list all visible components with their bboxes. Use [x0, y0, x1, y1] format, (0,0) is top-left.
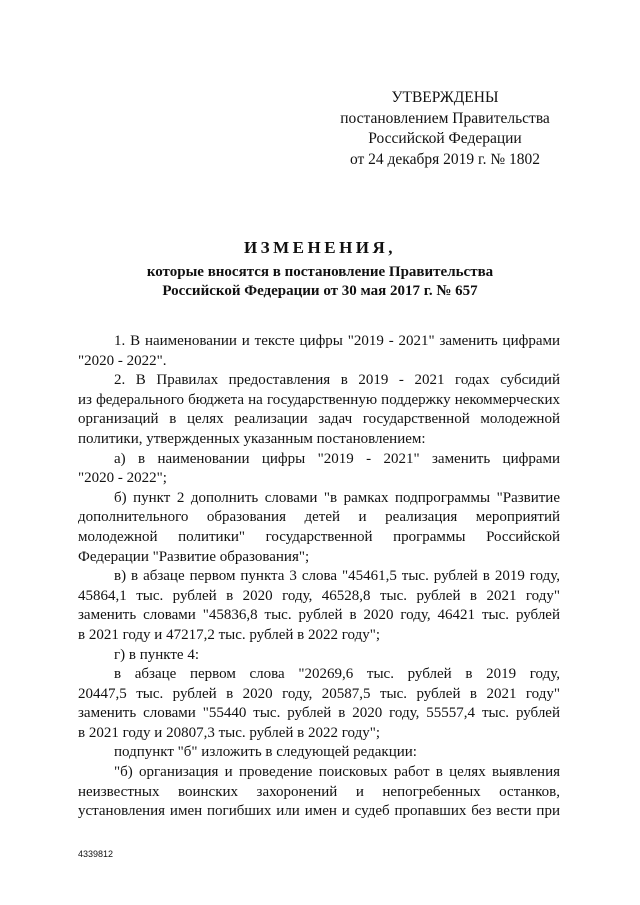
subtitle-line-2: Российской Федерации от 30 мая 2017 г. № 657 [162, 283, 478, 299]
body-line: в 2021 году и 47217,2 тыс. рублей в 2022 году"; [78, 626, 381, 643]
approval-date-number: от 24 декабря 2019 г. № 1802 [349, 150, 541, 168]
body-line: Федерации "Развитие образования"; [78, 548, 310, 565]
document-title: ИЗМЕНЕНИЯ, [243, 238, 397, 257]
approval-stamp [330, 88, 560, 170]
body-line: установления имен погибших или имен и судеб пропавших без вести при [78, 803, 560, 820]
document-body [78, 332, 560, 822]
body-line: "б) организация и проведение поисковых работ в целях выявления [114, 764, 560, 781]
body-line: "2020 - 2022". [78, 352, 167, 369]
body-line: б) пункт 2 дополнить словами "в рамках подпрограммы "Развитие [114, 489, 560, 506]
body-line: молодежной политики" государственной программы Российской [78, 528, 560, 545]
approval-government-line: Российской Федерации [368, 130, 522, 147]
document-subtitle [0, 263, 640, 301]
body-line: организаций в целях реализации задач государственной молодежной [78, 411, 560, 428]
body-line: в 2021 году и 20807,3 тыс. рублей в 2022 году"; [78, 724, 381, 741]
body-line: г) в пункте 4: [114, 646, 200, 663]
document-code: 4339812 [78, 849, 114, 859]
body-line: из федерального бюджета на государственную поддержку некоммерческих [78, 391, 560, 408]
approval-decree-line: постановлением Правительства [340, 109, 550, 127]
body-line: в абзаце первом слова "20269,6 тыс. рублей в 2019 году, [114, 666, 560, 683]
body-line: политики, утвержденных указанным постановлением: [78, 430, 426, 447]
approval-title: УТВЕРЖДЕНЫ [391, 89, 499, 106]
body-line: заменить словами "55440 тыс. рублей в 2020 году, 55557,4 тыс. рублей [78, 705, 560, 722]
body-line: 20447,5 тыс. рублей в 2020 году, 20587,5 тыс. рублей в 2021 году" [78, 685, 560, 702]
body-line: неизвестных воинских захоронений и непогребенных останков, [78, 783, 560, 800]
body-line: заменить словами "45836,8 тыс. рублей в 2020 году, 46421 тыс. рублей [78, 607, 560, 624]
body-line: подпункт "б" изложить в следующей редакции: [114, 744, 417, 761]
body-line: а) в наименовании цифры "2019 - 2021" заменить цифрами [114, 450, 560, 467]
body-line: 1. В наименовании и тексте цифры "2019 - 2021" заменить цифрами [114, 333, 560, 349]
body-line: 45864,1 тыс. рублей в 2020 году, 46528,8 тыс. рублей в 2021 году" [78, 587, 560, 604]
body-line: "2020 - 2022"; [78, 470, 167, 487]
body-line: 2. В Правилах предоставления в 2019 - 2021 годах субсидий [114, 372, 560, 389]
body-line: дополнительного образования детей и реализация мероприятий [78, 509, 560, 526]
subtitle-line-1: которые вносятся в постановление Правительства [146, 264, 494, 280]
body-line: в) в абзаце первом пункта 3 слова "45461,5 тыс. рублей в 2019 году, [114, 568, 560, 585]
